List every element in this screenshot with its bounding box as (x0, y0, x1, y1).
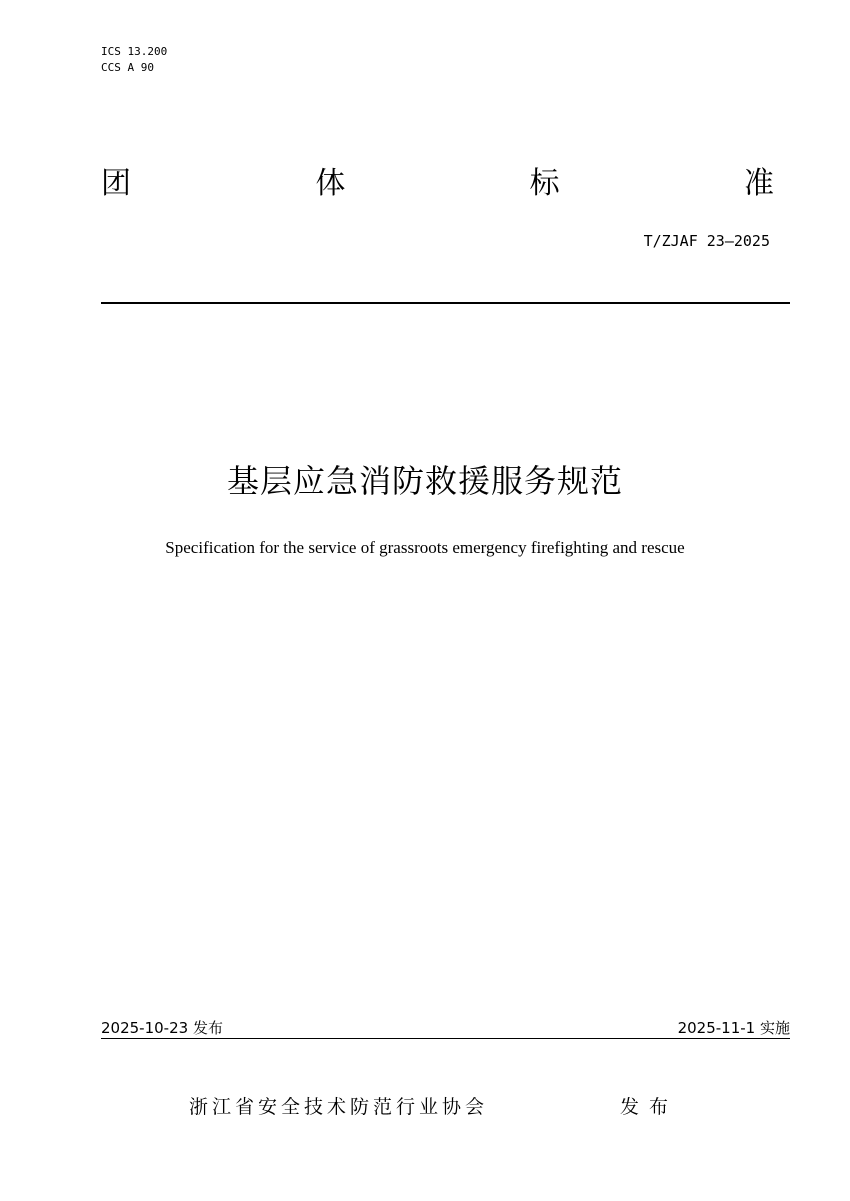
standard-type-char: 体 (315, 166, 346, 201)
document-title-en: Specification for the service of grassroots emergency firefighting and rescue (165, 538, 685, 557)
standard-number: T/ZJAF 23—2025 (643, 232, 770, 250)
publisher-name: 浙江省安全技术防范行业协会 (189, 1096, 489, 1118)
standard-type-char: 团 (101, 166, 131, 201)
ics-code: ICS 13.200 (101, 45, 168, 58)
standard-type-heading (101, 164, 774, 204)
publish-label: 发布 (620, 1096, 679, 1118)
implementation-date: 2025-11-1 实施 (677, 1019, 790, 1037)
standard-type-char: 准 (743, 166, 774, 201)
footer-divider (101, 1038, 790, 1039)
ccs-code: CCS A 90 (101, 61, 154, 74)
document-title-zh: 基层应急消防救援服务规范 (226, 462, 623, 500)
header-divider (101, 302, 790, 304)
classification-codes (101, 44, 167, 76)
issue-date: 2025-10-23 发布 (101, 1019, 223, 1037)
standard-type-char: 标 (529, 166, 560, 201)
